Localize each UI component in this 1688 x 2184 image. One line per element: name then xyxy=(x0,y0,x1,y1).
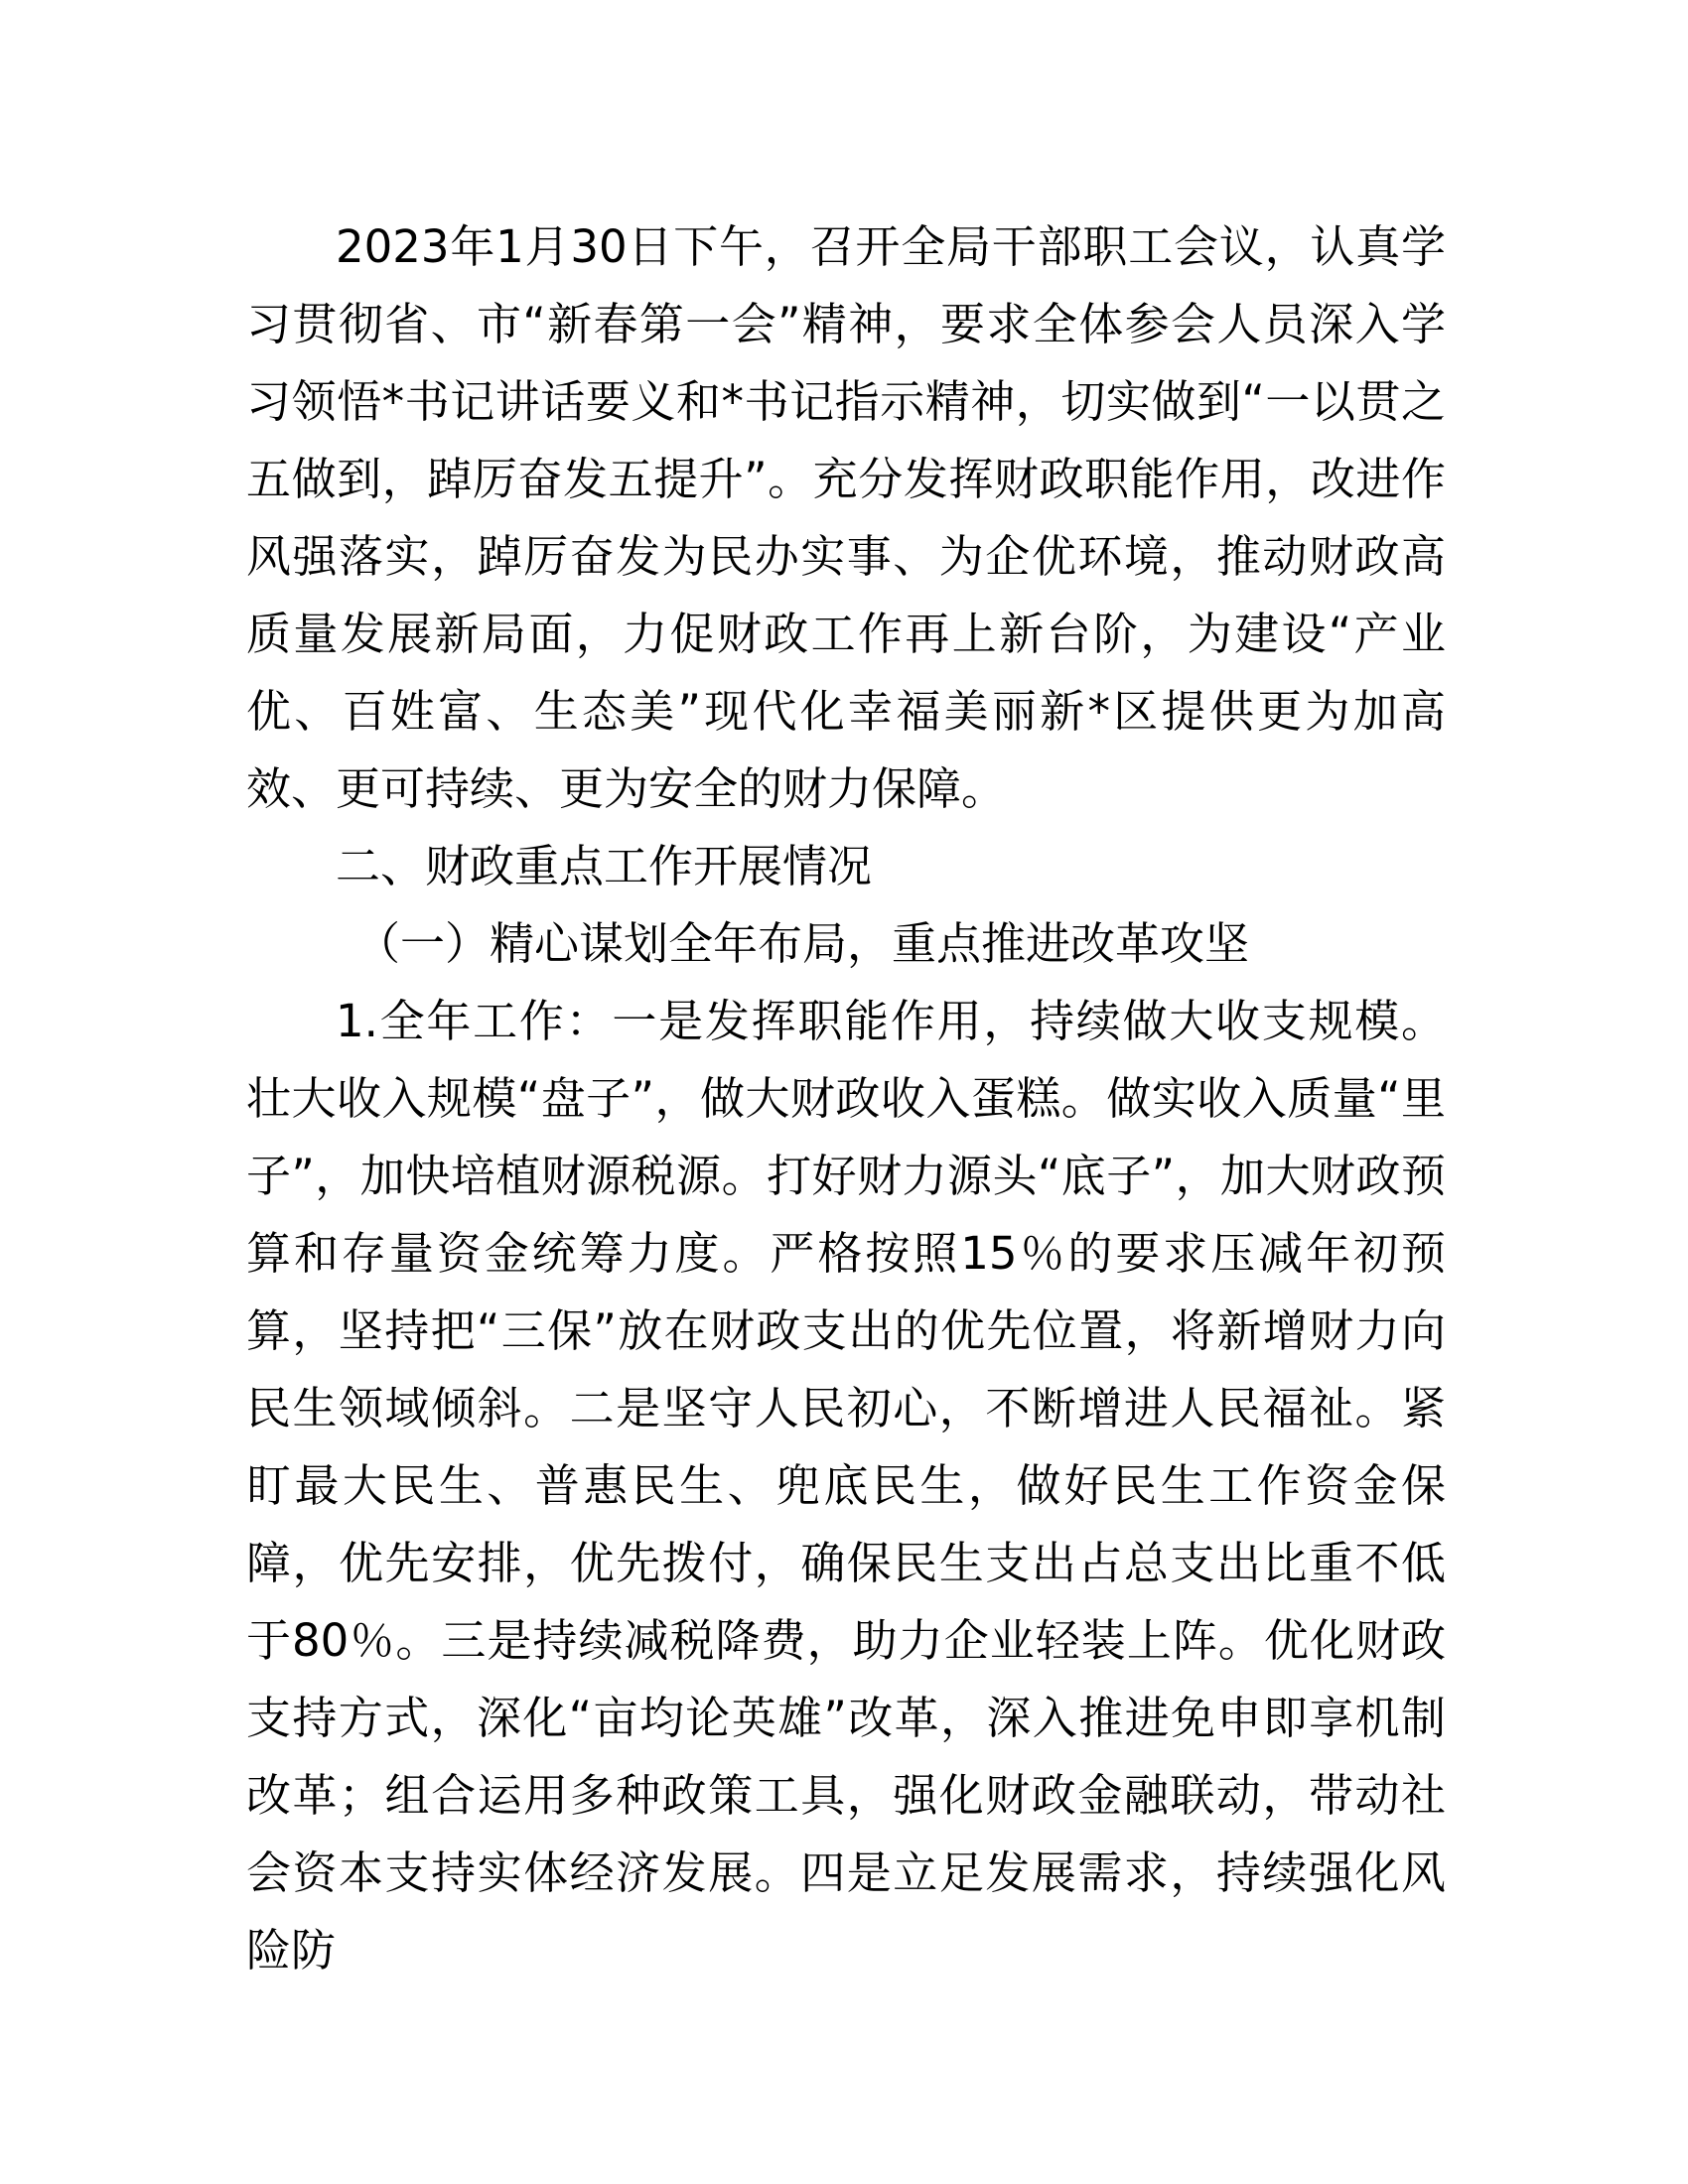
intro-paragraph: 2023年1月30日下午，召开全局干部职工会议，认真学习贯彻省、市“新春第一会”精神，要求全体参会人员深入学习领悟*书记讲话要义和*书记指示精神，切实做到“一以贯之五做到，踔厉奋发五提升”。充分发挥财政职能作用，改进作风强落实，踔厉奋发为民办实事、为企优环境，推动财政高质量发展新局面，力促财政工作再上新台阶，为建设“产业优、百姓富、生态美”现代化幸福美丽新*区提供更为加高效、更可持续、更为安全的财力保障。 xyxy=(246,220,1446,815)
document-body xyxy=(246,208,1446,1989)
work-item-paragraph: 1.全年工作：一是发挥职能作用，持续做大收支规模。壮大收入规模“盘子”，做大财政收入蛋糕。做实收入质量“里子”，加快培植财源税源。打好财力源头“底子”，加大财政预算和存量资金统筹力度。严格按照15％的要求压减年初预算，坚持把“三保”放在财政支出的优先位置，将新增财力向民生领域倾斜。二是坚守人民初心，不断增进人民福祉。紧盯最大民生、普惠民生、兜底民生，做好民生工作资金保障，优先安排，优先拨付，确保民生支出占总支出比重不低于80％。三是持续减税降费，助力企业轻装上阵。优化财政支持方式，深化“亩均论英雄”改革，深入推进免申即享机制改革；组合运用多种政策工具，强化财政金融联动，带动社会资本支持实体经济发展。四是立足发展需求，持续强化风险防 xyxy=(246,995,1446,1977)
subsection-heading: （一）精心谋划全年布局，重点推进改革攻坚 xyxy=(355,917,1250,970)
section-heading: 二、财政重点工作开展情况 xyxy=(336,840,873,892)
